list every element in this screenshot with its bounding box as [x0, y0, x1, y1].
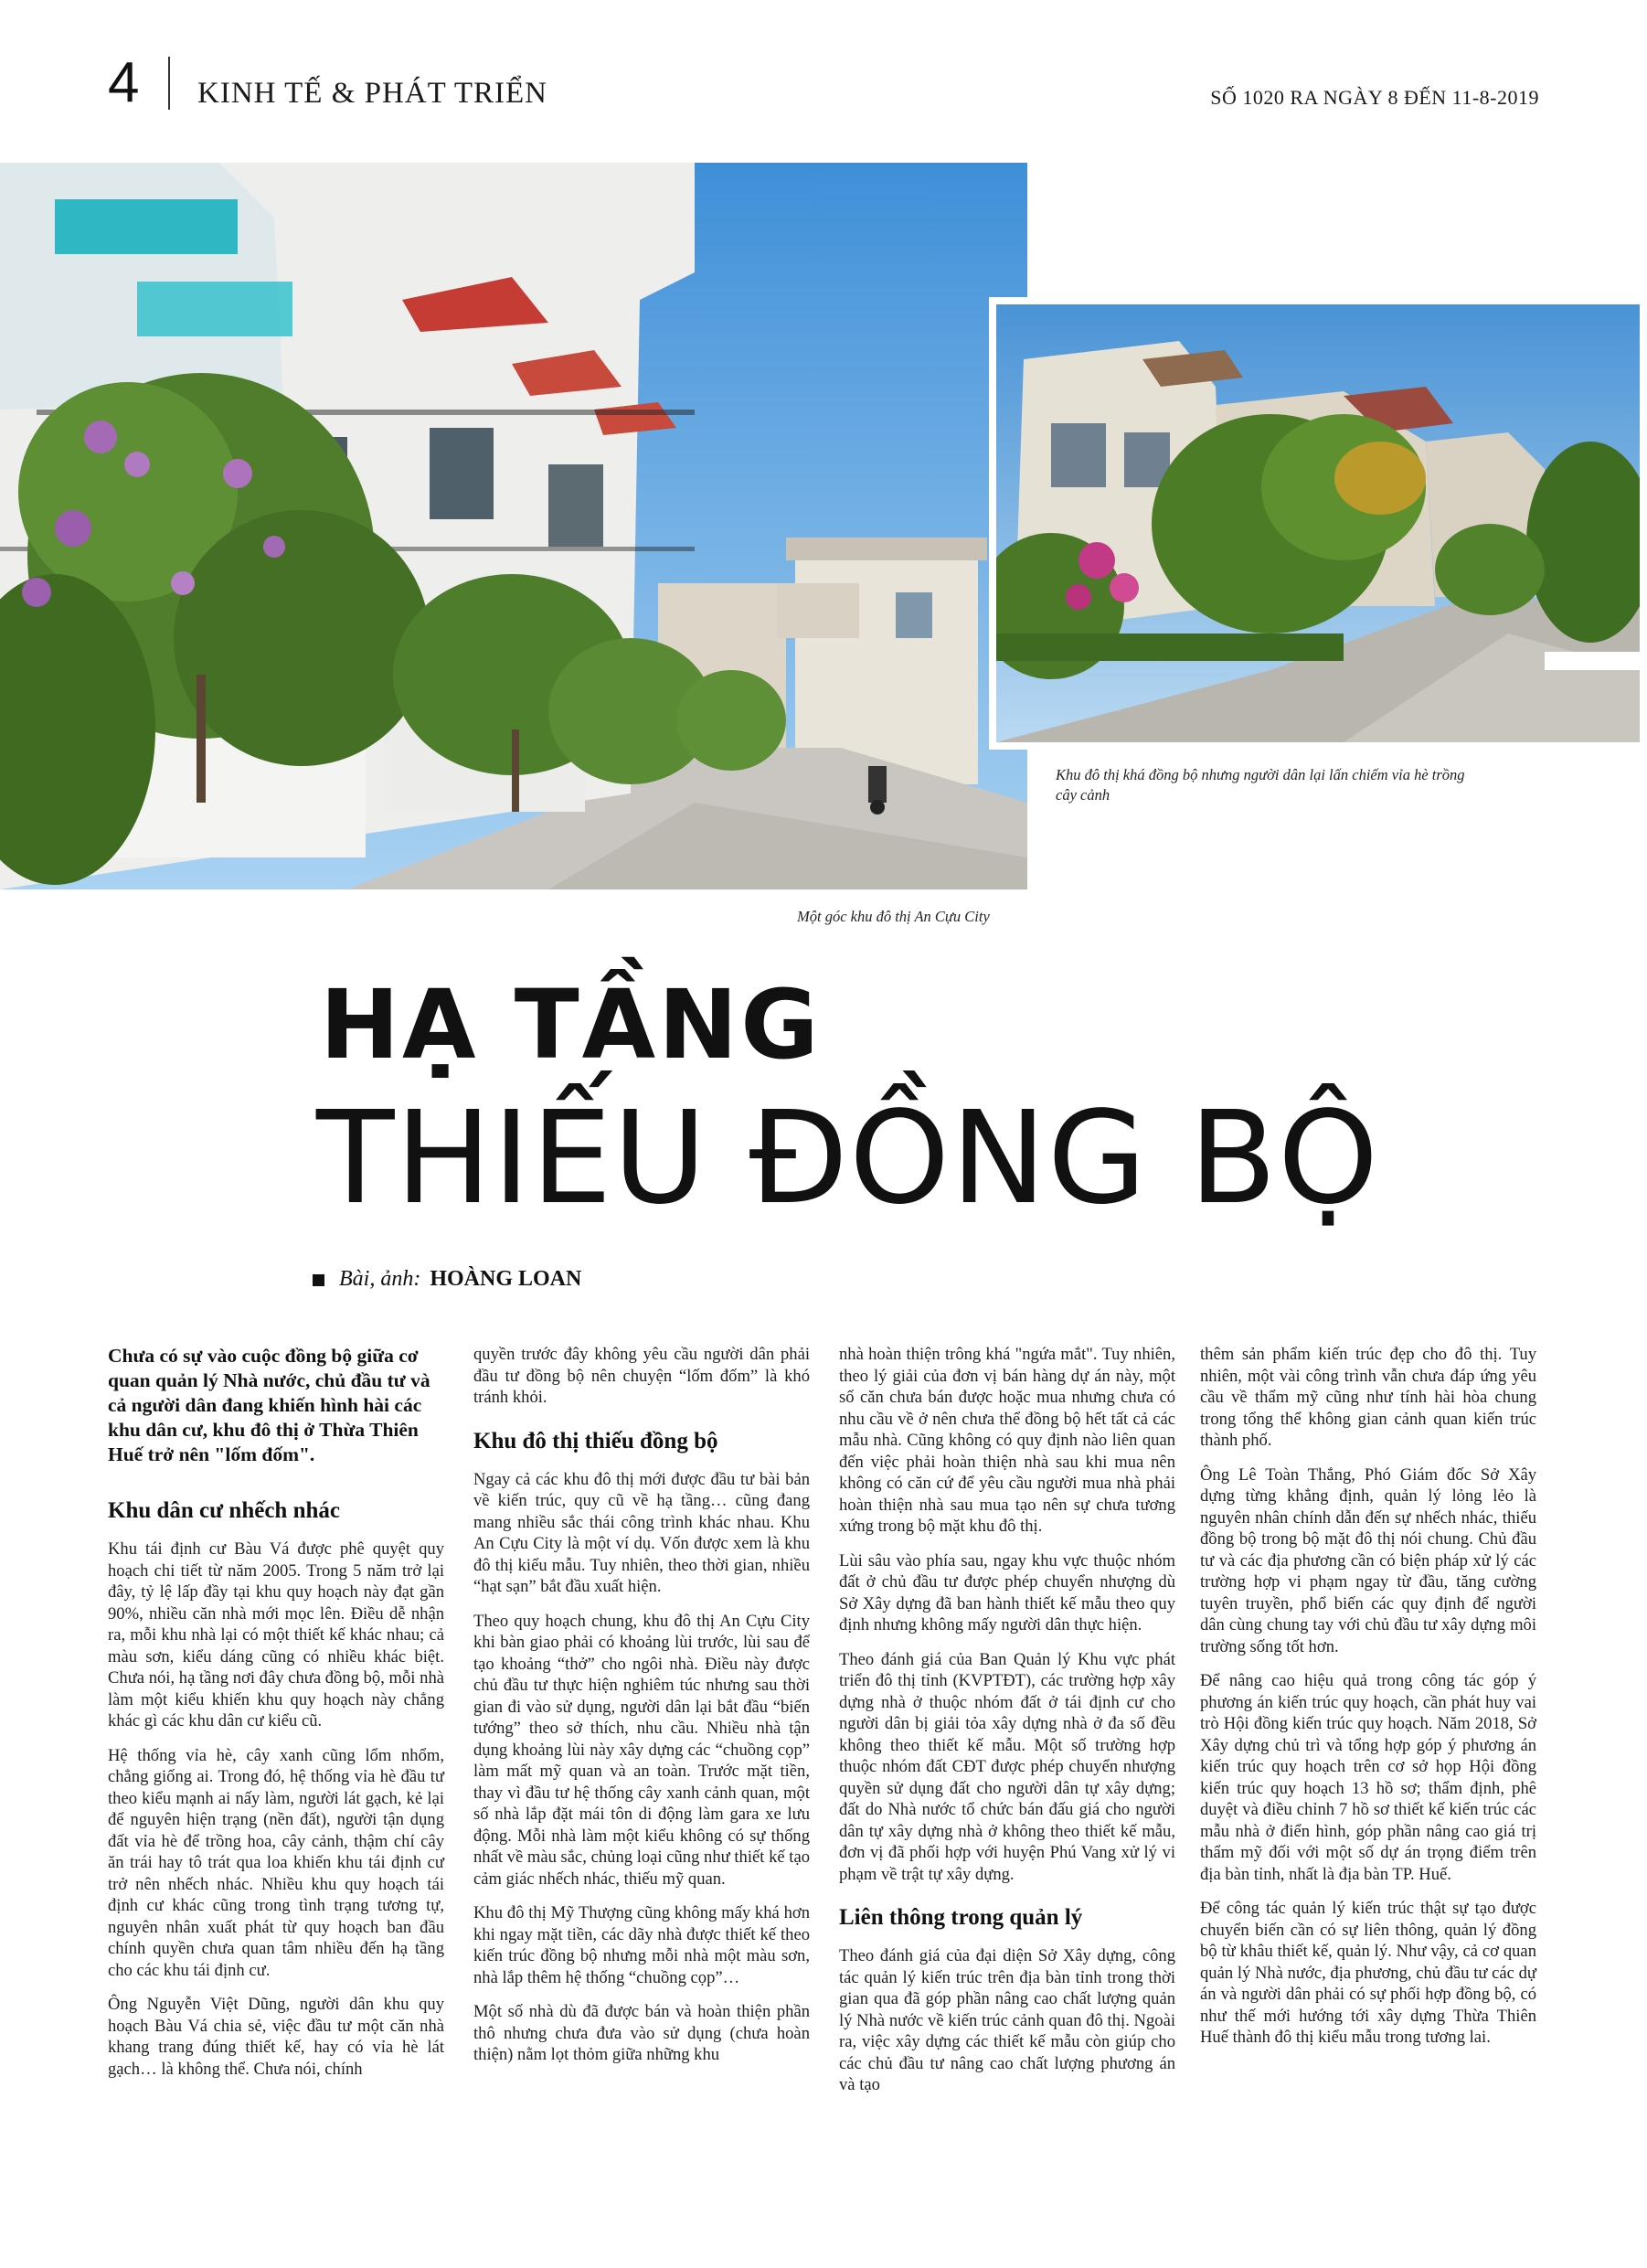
article-lead: Chưa có sự vào cuộc đồng bộ giữa cơ quan quản lý Nhà nước, chủ đầu tư và cả người dân đang khiến hình hài các khu dân cư, khu đô thị ở Thừa Thiên Huế trở nên "lốm đốm".: [108, 1345, 430, 1465]
headline-line-2: THIẾU ĐỒNG BỘ: [316, 1084, 1380, 1233]
paragraph: Để công tác quản lý kiến trúc thật sự tạo được chuyển biến cần có sự liên thông, quản lý đồng bộ từ khâu thiết kế, quản lý. Như vậy, cả cơ quan quản lý Nhà nước, địa phương, chủ đầu tư các dự án và người dân phải có sự phối hợp đồng bộ, có như thế mới hướng tới xây dựng Thừa Thiên Huế thành đô thị kiểu mẫu trong tương lai.: [1200, 1899, 1536, 2047]
section-name: KINH TẾ & PHÁT TRIỂN: [197, 77, 547, 110]
main-photo-caption: Một góc khu đô thị An Cựu City: [797, 908, 990, 925]
paragraph: Ngay cả các khu đô thị mới được đầu tư bài bản về kiến trúc, quy cũ về hạ tầng… cũng đang mang nhiều sắc thái công trình khác nhau. Khu An Cựu City là một ví dụ. Vốn được xem là khu đô thị kiểu mẫu. Tuy nhiên, theo thời gian, nhiều “hạt sạn” bắt đầu xuất hiện.: [473, 1469, 810, 1596]
paragraph: Ông Lê Toàn Thắng, Phó Giám đốc Sở Xây dựng từng khẳng định, quản lý lỏng lẻo là nguyên nhân chính dẫn đến sự nhếch nhác, thiếu đồng bộ trong bộ mặt đô thị nói chung. Chủ đầu tư và các địa phương cần có biện pháp xử lý các trường hợp vi phạm ngay từ đầu, tăng cường tuyên truyền, phổ biến các quy định để người dân cùng chung tay với chủ đầu tư xây dựng môi trường sống tốt hơn.: [1200, 1464, 1536, 1656]
main-photo: [0, 163, 1027, 889]
paragraph: quyền trước đây không yêu cầu người dân phải đầu tư đồng bộ nên chuyện “lốm đốm” là khó tránh khỏi.: [473, 1345, 810, 1407]
paragraph: Theo đánh giá của đại diện Sở Xây dựng, công tác quản lý kiến trúc trên địa bàn tỉnh trong thời gian qua đã góp phần nâng cao chất lượng quản lý Nhà nước về kiến trúc cảnh quan đô thị. Ngoài ra, việc xây dựng các thiết kế mẫu còn giúp cho các chủ đầu tư nâng cao chất lượng phương án và tạo: [839, 1946, 1175, 2094]
page-number: 4: [108, 51, 140, 114]
subheading-3: Liên thông trong quản lý: [839, 1905, 1083, 1930]
byline-author: HOÀNG LOAN: [430, 1267, 582, 1291]
inset-photo: [989, 297, 1647, 750]
article-column-3: [839, 1344, 1175, 2109]
subheading-2: Khu đô thị thiếu đồng bộ: [473, 1428, 718, 1453]
paragraph: Ông Nguyễn Việt Dũng, người dân khu quy hoạch Bàu Vá chia sẻ, việc đầu tư một căn nhà khang trang đúng thiết kế, hay có vỉa hè lát gạch… là không thể. Chưa nói, chính: [108, 1995, 444, 2079]
article-column-2: [473, 1344, 810, 2079]
paragraph: thêm sản phẩm kiến trúc đẹp cho đô thị. Tuy nhiên, một vài công trình vẫn chưa đáp ứng yêu cầu về thẩm mỹ cũng như tính hài hòa chung trong tổng thể không gian cảnh quan kiến trúc thành phố.: [1200, 1345, 1536, 1450]
inset-photo-caption: Khu đô thị khá đồng bộ nhưng người dân lại lấn chiếm vỉa hè trồng cây cảnh: [1056, 766, 1465, 804]
paragraph: Lùi sâu vào phía sau, ngay khu vực thuộc nhóm đất ở chủ đầu tư được phép chuyển nhượng dù Sở Xây dựng đã ban hành thiết kế mẫu theo quy định nhưng không mấy người dân thực hiện.: [839, 1550, 1175, 1634]
subheading-1: Khu dân cư nhếch nhác: [108, 1498, 340, 1523]
byline-bullet-icon: [313, 1274, 324, 1286]
paragraph: Hệ thống vỉa hè, cây xanh cũng lổm nhổm, chẳng giống ai. Trong đó, hệ thống vỉa hè đầu tư theo kiểu mạnh ai nấy làm, người lát gạch, kẻ lại để nguyên hiện trạng (nền đất), người tận dụng đất vỉa hè để trồng hoa, cây cảnh, thậm chí cây ăn trái hay tô trát qua loa khiến khu tái định cư trở nên nhếch nhác. Nhiều khu quy hoạch tái định cư khác cũng trong tình trạng tương tự, nguyên nhân xuất phát từ quy hoạch ban đầu chính quyền chưa quan tâm nhiều đến hạ tầng cho các khu tái định cư.: [108, 1745, 444, 1980]
paragraph: Để nâng cao hiệu quả trong công tác góp ý phương án kiến trúc quy hoạch, cần phát huy vai trò Hội đồng kiến trúc quy hoạch. Năm 2018, Sở Xây dựng chủ trì và tổng hợp góp ý phương án kiến trúc quy hoạch trên cơ sở họp Hội đồng kiến trúc quy hoạch 13 hồ sơ; thẩm định, phê duyệt và điều chỉnh 7 hồ sơ thiết kế kiến trúc các mẫu nhà ở điển hình, góp phần nâng cao giá trị thẩm mỹ đối với một số dự án trọng điểm trên địa bàn tỉnh, nhất là địa bàn TP. Huế.: [1200, 1671, 1536, 1884]
paragraph: Khu tái định cư Bàu Vá được phê quyệt quy hoạch chi tiết từ năm 2005. Trong 5 năm trở lại đây, tỷ lệ lấp đầy tại khu quy hoạch này đạt gần 90%, nhiều căn nhà mới mọc lên. Điều dễ nhận ra, mỗi khu nhà lại có một thiết kế khác nhau; cả màu sơn, kiểu dáng cũng có nhiều khác biệt. Chưa nói, hạ tầng nơi đây chưa đồng bộ, mỗi nhà làm một kiểu khiến khu quy hoạch này chẳng khác gì các khu dân cư kiểu cũ.: [108, 1539, 444, 1730]
paragraph: Khu đô thị Mỹ Thượng cũng không mấy khá hơn khi ngay mặt tiền, các dãy nhà được thiết kế theo kiến trúc đồng bộ nhưng mỗi nhà một màu sơn, nhà lắp thêm hệ thống “chuồng cọp”…: [473, 1903, 810, 1987]
byline-label: Bài, ảnh:: [339, 1267, 421, 1291]
paragraph: nhà hoàn thiện trông khá "ngứa mắt". Tuy nhiên, theo lý giải của đơn vị bán hàng dự án này, một số căn chưa bán được hoặc mua nhưng chưa có nhu cầu về ở nên chưa thể đồng bộ hết tất cả các mẫu nhà. Cũng không có quy định nào liên quan đến việc phải hoàn thiện nhà sau khi mua nên không có căn cứ để yêu cầu người mua nhà phải hoàn thiện nhà sau mua tạo nên sự chưa tương xứng trong bộ mặt khu đô thị.: [839, 1345, 1175, 1536]
article-column-4: [1200, 1344, 1536, 2061]
issue-info: SỐ 1020 RA NGÀY 8 ĐẾN 11-8-2019: [1210, 86, 1539, 109]
headline-line-1: HẠ TẦNG: [320, 969, 822, 1081]
paragraph: Theo đánh giá của Ban Quản lý Khu vực phát triển đô thị tỉnh (KVPTĐT), các trường hợp xây dựng nhà ở thuộc nhóm đất ở tái định cư cho người dân bị giải tỏa xây dựng nhà ở đa số đều không theo thiết kế mẫu. Một số trường hợp thuộc nhóm đất CĐT được phép chuyển nhượng quyền sử dụng đất cho người dân tự xây dựng; đất do Nhà nước tổ chức bán đấu giá cho người dân tự xây dựng nhà ở không theo thiết kế mẫu, đơn vị đã phối hợp với huyện Phú Vang xử lý vi phạm về trật tự xây dựng.: [839, 1649, 1175, 1884]
paragraph: Theo quy hoạch chung, khu đô thị An Cựu City khi bàn giao phải có khoảng lùi trước, lùi sau để tạo khoảng “thở” cho ngôi nhà. Điều này được chủ đầu tư thực hiện nghiêm túc nhưng sau thời gian đi vào sử dụng, người dân lại bắt đầu “biến tướng” theo sở thích, nhu cầu. Nhiều nhà tận dụng khoảng lùi này xây dựng các “chuồng cọp” làm mất mỹ quan và an toàn. Trước mặt tiền, thay vì đầu tư hệ thống cây xanh cảnh quan, một số nhà lắp đặt mái tôn di động làm gara xe lưu động. Mỗi nhà làm một kiểu không có sự thống nhất về màu sắc, chủng loại cũng như thiết kế tạo cảm giác nhếch nhác, thiếu mỹ quan.: [473, 1611, 810, 1889]
paragraph: Một số nhà dù đã được bán và hoàn thiện phần thô nhưng chưa đưa vào sử dụng (chưa hoàn thiện) nằm lọt thỏm giữa những khu: [473, 2002, 810, 2064]
byline: [313, 1267, 581, 1292]
article-column-1: [108, 1344, 444, 2092]
header-divider: [168, 57, 170, 110]
page-header: [0, 0, 1647, 128]
